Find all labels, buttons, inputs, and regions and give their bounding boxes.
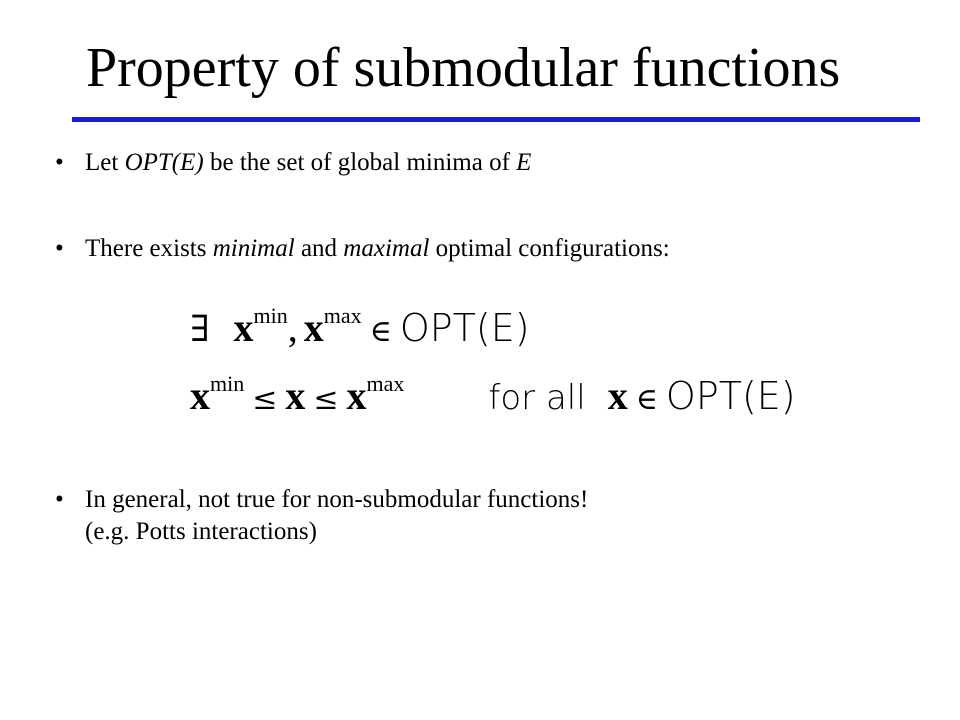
- x-bold: x: [285, 373, 306, 418]
- bullet-marker: •: [55, 486, 64, 513]
- e-term: E: [516, 149, 532, 176]
- math-order-line: [190, 371, 796, 418]
- bullet-non-submodular: [55, 484, 588, 548]
- text-span: and: [294, 235, 344, 262]
- sup-min: min: [253, 303, 288, 328]
- x-bold: x: [233, 305, 254, 350]
- bullet-text: [85, 233, 670, 265]
- element-of-symbol: ∈: [369, 314, 392, 349]
- sup-max: max: [366, 371, 405, 396]
- comma: ,: [287, 305, 298, 350]
- x-bold: x: [190, 373, 210, 418]
- title-underline: [72, 117, 920, 122]
- text-span: Let: [85, 149, 125, 176]
- sup-min: min: [210, 371, 245, 396]
- leq-symbol: ≤: [252, 382, 278, 417]
- text-span: There exists: [85, 235, 213, 262]
- exists-symbol: ∃: [190, 309, 210, 350]
- text-span: optimal configurations:: [429, 235, 670, 262]
- element-of-symbol: ∈: [635, 382, 658, 417]
- bullet-line-1: In general, not true for non-submodular functions!: [85, 486, 589, 513]
- x-bold: x: [346, 373, 367, 418]
- minimal-term: minimal: [212, 235, 295, 262]
- for-all-text: for all: [488, 378, 586, 418]
- bullet-opt-definition: [55, 147, 531, 179]
- opt-set: OPT(E): [665, 374, 796, 418]
- bullet-text: [85, 147, 531, 179]
- bullet-text: [85, 484, 588, 548]
- x-bold: x: [607, 373, 628, 418]
- bullet-marker: •: [55, 235, 64, 262]
- bullet-line-2: (e.g. Potts interactions): [85, 518, 317, 545]
- opt-e-term: OPT(E): [124, 149, 204, 176]
- bullet-min-max-configurations: [55, 233, 670, 265]
- sup-max: max: [323, 303, 362, 328]
- maximal-term: maximal: [343, 235, 430, 262]
- opt-set: OPT(E): [399, 306, 530, 350]
- x-bold: x: [303, 305, 324, 350]
- leq-symbol: ≤: [313, 382, 339, 417]
- text-span: be the set of global minima of: [203, 149, 517, 176]
- bullet-marker: •: [55, 149, 64, 176]
- slide-title: Property of submodular functions: [86, 37, 841, 99]
- math-exists-line: [190, 303, 530, 350]
